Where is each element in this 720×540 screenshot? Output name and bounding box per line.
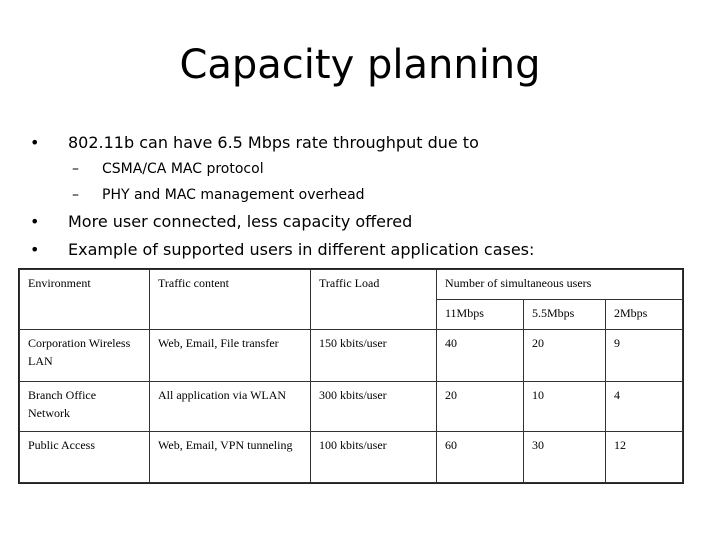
bullet-text: Example of supported users in different application cases: — [68, 240, 535, 259]
header-traffic-content: Traffic content — [150, 270, 311, 330]
cell-users-2mbps: 12 — [606, 432, 683, 483]
bullet-item — [30, 133, 479, 152]
cell-traffic-content: Web, Email, VPN tunneling — [150, 432, 311, 483]
sub-bullet-text: CSMA/CA MAC protocol — [102, 161, 264, 177]
bullet-text: More user connected, less capacity offered — [68, 212, 413, 231]
cell-traffic-content: All application via WLAN — [150, 382, 311, 432]
bullet-dot: • — [30, 133, 40, 152]
bullet-dot: • — [30, 212, 40, 231]
cell-users-11mbps: 60 — [437, 432, 524, 483]
cell-traffic-load: 300 kbits/user — [311, 382, 437, 432]
header-rate-5-5mbps: 5.5Mbps — [524, 300, 606, 330]
bullet-text: 802.11b can have 6.5 Mbps rate throughput due to — [68, 133, 479, 152]
cell-traffic-load: 150 kbits/user — [311, 330, 437, 382]
cell-users-5-5mbps: 20 — [524, 330, 606, 382]
header-rate-11mbps: 11Mbps — [437, 300, 524, 330]
header-environment: Environment — [20, 270, 150, 330]
header-simultaneous-users: Number of simultaneous users — [437, 270, 683, 300]
cell-traffic-load: 100 kbits/user — [311, 432, 437, 483]
capacity-table-image — [18, 268, 684, 484]
capacity-table — [19, 269, 683, 483]
cell-users-2mbps: 4 — [606, 382, 683, 432]
cell-environment: Corporation Wireless LAN — [20, 330, 150, 382]
table-row — [20, 382, 683, 432]
table-row — [20, 330, 683, 382]
cell-traffic-content: Web, Email, File transfer — [150, 330, 311, 382]
bullet-dot: • — [30, 240, 40, 259]
table-header-row — [20, 270, 683, 300]
sub-bullet-text: PHY and MAC management overhead — [102, 187, 365, 203]
slide-title: Capacity planning — [179, 42, 541, 88]
bullet-dash: – — [72, 187, 79, 203]
cell-environment: Public Access — [20, 432, 150, 483]
cell-users-5-5mbps: 30 — [524, 432, 606, 483]
bullet-item — [30, 212, 412, 231]
cell-environment: Branch Office Network — [20, 382, 150, 432]
header-rate-2mbps: 2Mbps — [606, 300, 683, 330]
table-row — [20, 432, 683, 483]
cell-users-11mbps: 20 — [437, 382, 524, 432]
sub-bullet-item — [72, 187, 365, 203]
header-traffic-load: Traffic Load — [311, 270, 437, 330]
sub-bullet-item — [72, 161, 264, 177]
cell-users-5-5mbps: 10 — [524, 382, 606, 432]
bullet-dash: – — [72, 161, 79, 177]
bullet-item — [30, 240, 534, 259]
cell-users-11mbps: 40 — [437, 330, 524, 382]
cell-users-2mbps: 9 — [606, 330, 683, 382]
